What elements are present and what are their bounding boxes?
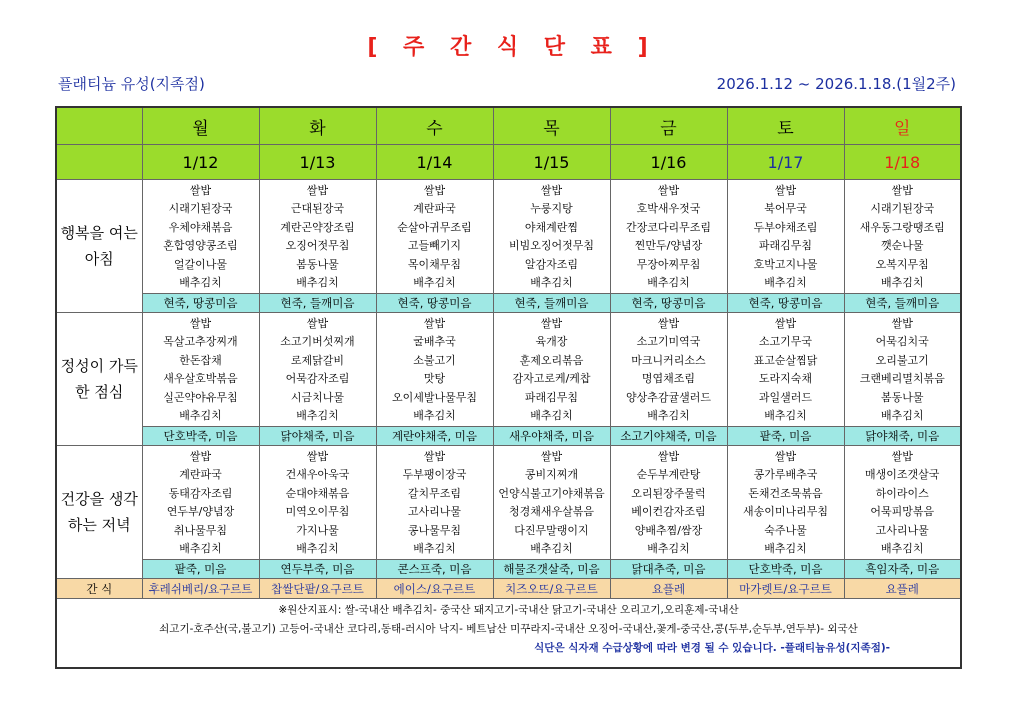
dish-item: 돈채건조묵볶음 xyxy=(748,486,823,500)
meal-label: 행복을 여는 아침 xyxy=(56,180,142,313)
dish-item: 쌀밥 xyxy=(540,184,563,197)
porridge-cell-thu: 해물조갯살죽, 미음 xyxy=(493,560,610,579)
meal-label: 정성이 가득한 점심 xyxy=(56,313,142,446)
dish-item: 매생이조갯살국 xyxy=(865,468,940,482)
dish-item: 봄동나물 xyxy=(880,390,924,404)
dish-item: 쌀밥 xyxy=(189,317,212,330)
snack-cell-sat: 마가렛트/요구르트 xyxy=(727,579,844,599)
dish-item: 소불고기 xyxy=(413,353,456,367)
dish-item: 야채계란찜 xyxy=(524,220,579,234)
dish-item: 시금치나물 xyxy=(290,390,345,404)
dish-item: 배추김치 xyxy=(647,275,690,289)
dish-item: 배추김치 xyxy=(880,408,924,422)
porridge-cell-thu: 현죽, 들깨미음 xyxy=(493,294,610,313)
snack-cell-mon: 후레쉬베리/요구르트 xyxy=(142,579,259,599)
dish-item: 가지나물 xyxy=(296,523,339,537)
dish-item: 봄동나물 xyxy=(296,257,339,271)
porridge-cell-wed: 현죽, 땅콩미음 xyxy=(376,294,493,313)
dish-item: 쌀밥 xyxy=(540,317,563,330)
meal-cell-mon xyxy=(142,180,259,294)
porridge-cell-wed: 계란야채죽, 미음 xyxy=(376,427,493,446)
dish-item: 쌀밥 xyxy=(423,317,446,330)
dish-item: 순살아귀무조림 xyxy=(397,220,472,234)
dish-item: 쌀밥 xyxy=(540,450,563,463)
dish-item: 크랜베리멸치볶음 xyxy=(859,372,945,386)
porridge-cell-sun: 현죽, 들깨미음 xyxy=(844,294,961,313)
porridge-cell-sun: 닭야채죽, 미음 xyxy=(844,427,961,446)
page-title: [ 주 간 식 단 표 ] xyxy=(367,35,657,60)
porridge-cell-tue: 연두부죽, 미음 xyxy=(259,560,376,579)
meal-cell-tue xyxy=(259,313,376,427)
dish-item: 시래기된장국 xyxy=(168,202,233,216)
dish-item: 고들빼기지 xyxy=(407,239,462,253)
dish-item: 취나물무침 xyxy=(173,523,228,537)
dish-item: 계란곤약장조림 xyxy=(280,220,355,234)
dish-item: 오리불고기 xyxy=(875,353,929,367)
change-notice: 식단은 식자재 수급상황에 따라 변경 될 수 있습니다. -플래티늄유성(지족점)- xyxy=(534,642,890,654)
dish-item: 건새우아욱국 xyxy=(285,468,350,482)
meal-cell-wed xyxy=(376,313,493,427)
dish-item: 파래김무침 xyxy=(524,390,579,404)
dish-item: 시래기된장국 xyxy=(870,202,935,216)
dish-item: 쌀밥 xyxy=(306,450,329,463)
dish-item: 파래김무침 xyxy=(758,239,813,253)
dish-item: 쌀밥 xyxy=(657,184,680,197)
porridge-cell-wed: 콘스프죽, 미음 xyxy=(376,560,493,579)
dish-item: 근대된장국 xyxy=(290,202,345,216)
dish-item: 배추김치 xyxy=(530,275,573,289)
dish-item: 어묵감자조림 xyxy=(285,372,350,386)
meal-cell-mon xyxy=(142,313,259,427)
dish-item: 하이라이스 xyxy=(875,486,929,500)
porridge-cell-fri: 소고기야채죽, 미음 xyxy=(610,427,727,446)
dish-item: 배추김치 xyxy=(179,541,222,555)
dish-item: 양상추감귤샐러드 xyxy=(625,390,711,404)
snack-cell-thu: 치즈오뜨/요구르트 xyxy=(493,579,610,599)
porridge-cell-mon: 팥죽, 미음 xyxy=(142,560,259,579)
porridge-cell-sun: 흑임자죽, 미음 xyxy=(844,560,961,579)
dish-item: 두부야채조림 xyxy=(753,220,818,234)
porridge-cell-mon: 현죽, 땅콩미음 xyxy=(142,294,259,313)
dish-item: 육개장 xyxy=(535,335,568,349)
corner-cell xyxy=(56,107,142,145)
day-fri: 금 xyxy=(610,107,727,145)
dish-item: 도라지숙채 xyxy=(758,372,813,386)
dish-item: 언양식불고기야채볶음 xyxy=(498,486,605,500)
dish-item: 순두부계란탕 xyxy=(636,468,701,482)
meal-cell-fri xyxy=(610,180,727,294)
dish-item: 쌀밥 xyxy=(189,450,212,463)
date-wed: 1/14 xyxy=(376,145,493,180)
dish-item: 표고순살찜닭 xyxy=(753,353,818,367)
day-tue: 화 xyxy=(259,107,376,145)
porridge-cell-thu: 새우야채죽, 미음 xyxy=(493,427,610,446)
meal-cell-fri xyxy=(610,446,727,560)
dish-item: 배추김치 xyxy=(413,541,456,555)
dish-item: 동태감자조림 xyxy=(168,486,233,500)
dish-item: 간장코다리무조림 xyxy=(625,220,711,234)
dish-item: 갈치무조림 xyxy=(407,486,462,500)
dish-item: 오복지무침 xyxy=(875,257,929,271)
dish-item: 오이세발나물무침 xyxy=(391,390,477,404)
dish-item: 호박고지나물 xyxy=(753,257,818,271)
dish-item: 다진무말랭이지 xyxy=(514,523,589,537)
dish-item: 쌀밥 xyxy=(774,317,797,330)
porridge-cell-sat: 단호박죽, 미음 xyxy=(727,560,844,579)
meal-cell-wed xyxy=(376,180,493,294)
dish-item: 배추김치 xyxy=(880,275,924,289)
dish-item: 쌀밥 xyxy=(189,184,212,197)
day-wed: 수 xyxy=(376,107,493,145)
dish-item: 어묵피망볶음 xyxy=(870,505,935,519)
dish-item: 배추김치 xyxy=(530,541,573,555)
dish-item: 배추김치 xyxy=(764,541,807,555)
porridge-cell-tue: 닭야채죽, 미음 xyxy=(259,427,376,446)
menu-period: 2026.1.12 ~ 2026.1.18.(1월2주) xyxy=(716,75,956,93)
dish-item: 쌀밥 xyxy=(306,317,329,330)
dish-item: 감자고로케/케찹 xyxy=(512,372,591,386)
date-tue: 1/13 xyxy=(259,145,376,180)
weekly-menu-table xyxy=(55,106,962,669)
dish-item: 숙주나물 xyxy=(764,523,807,537)
dish-item: 쌀밥 xyxy=(891,450,913,463)
meal-cell-thu xyxy=(493,180,610,294)
dish-item: 알감자조림 xyxy=(524,257,579,271)
dish-item: 로제닭갈비 xyxy=(290,353,345,367)
dish-item: 배추김치 xyxy=(296,275,339,289)
dish-item: 훈제오리볶음 xyxy=(519,353,584,367)
dish-item: 순대야채볶음 xyxy=(285,486,350,500)
dish-item: 콩가루배추국 xyxy=(753,468,818,482)
date-sun: 1/18 xyxy=(844,145,961,180)
dish-item: 배추김치 xyxy=(647,541,690,555)
porridge-row xyxy=(56,294,961,313)
dish-item: 고사리나물 xyxy=(407,505,462,519)
meal-row xyxy=(56,446,961,560)
dish-item: 굴배추국 xyxy=(413,335,456,349)
day-sun: 일 xyxy=(844,107,961,145)
meal-cell-thu xyxy=(493,313,610,427)
day-header-row xyxy=(56,107,961,145)
dish-item: 찐만두/양념장 xyxy=(634,239,703,253)
dish-item: 연두부/양념장 xyxy=(166,505,235,519)
porridge-cell-fri: 현죽, 땅콩미음 xyxy=(610,294,727,313)
dish-item: 우체야채볶음 xyxy=(168,220,233,234)
meal-cell-tue xyxy=(259,446,376,560)
origin-notes xyxy=(56,599,961,669)
dish-item: 마크니커리소스 xyxy=(631,353,706,367)
dish-item: 배추김치 xyxy=(530,408,573,422)
dish-item: 맛탕 xyxy=(423,372,446,386)
dish-item: 배추김치 xyxy=(764,408,807,422)
meal-row xyxy=(56,313,961,427)
meal-row xyxy=(56,180,961,294)
dish-item: 콩나물무침 xyxy=(407,523,462,537)
meal-cell-sun xyxy=(844,313,961,427)
snack-label: 간 식 xyxy=(56,579,142,599)
dish-item: 쌀밥 xyxy=(891,317,913,330)
dish-item: 비빔오징어젓무침 xyxy=(508,239,594,253)
meal-cell-sun xyxy=(844,180,961,294)
meal-cell-sun xyxy=(844,446,961,560)
porridge-row xyxy=(56,427,961,446)
dish-item: 과일샐러드 xyxy=(758,390,813,404)
date-sat: 1/17 xyxy=(727,145,844,180)
dish-item: 소고기버섯찌개 xyxy=(280,335,355,349)
dish-item: 배추김치 xyxy=(296,408,339,422)
day-thu: 목 xyxy=(493,107,610,145)
dish-item: 북어무국 xyxy=(764,202,807,216)
meal-cell-fri xyxy=(610,313,727,427)
dish-item: 쌀밥 xyxy=(891,184,913,197)
notes-row xyxy=(56,599,961,669)
dish-item: 실곤약야유무침 xyxy=(163,390,238,404)
dish-item: 쌀밥 xyxy=(774,184,797,197)
dish-item: 얼갈이나물 xyxy=(173,257,228,271)
meal-cell-thu xyxy=(493,446,610,560)
dish-item: 쌀밥 xyxy=(306,184,329,197)
dish-item: 청경채새우살볶음 xyxy=(508,505,594,519)
dish-item: 한돈잡채 xyxy=(179,353,222,367)
origin-line-1: ※원산지표시: 쌀-국내산 배추김치- 중국산 돼지고기-국내산 닭고기-국내산 오리고기,오리훈제-국내산 xyxy=(278,604,739,616)
dish-item: 미역오이무침 xyxy=(285,505,350,519)
porridge-cell-tue: 현죽, 들깨미음 xyxy=(259,294,376,313)
date-header-row xyxy=(56,145,961,180)
origin-line-2: 쇠고기-호주산(국,불고기) 고등어-국내산 코다리,동태-러시아 낙지- 베트남산 미꾸라지-국내산 오징어-국내산,꽃게-중국산,콩(두부,순두부,연두부)- 외국산 xyxy=(159,623,858,635)
dish-item: 배추김치 xyxy=(880,541,924,555)
dish-item: 오징어젓무침 xyxy=(285,239,350,253)
dish-item: 새우살호박볶음 xyxy=(163,372,238,386)
dish-item: 계란파국 xyxy=(179,468,222,482)
snack-cell-sun: 요플레 xyxy=(844,579,961,599)
snack-row xyxy=(56,579,961,599)
meal-label: 건강을 생각하는 저녁 xyxy=(56,446,142,579)
meal-cell-mon xyxy=(142,446,259,560)
dish-item: 목이채무침 xyxy=(407,257,462,271)
porridge-row xyxy=(56,560,961,579)
dish-item: 양배추찜/쌈장 xyxy=(634,523,703,537)
dish-item: 혼합영양콩조림 xyxy=(163,239,238,253)
dish-item: 누룽지탕 xyxy=(530,202,573,216)
meal-cell-sat xyxy=(727,446,844,560)
dish-item: 배추김치 xyxy=(179,275,222,289)
snack-cell-tue: 찹쌀단팥/요구르트 xyxy=(259,579,376,599)
porridge-cell-mon: 단호박죽, 미음 xyxy=(142,427,259,446)
porridge-cell-sat: 현죽, 땅콩미음 xyxy=(727,294,844,313)
meal-cell-wed xyxy=(376,446,493,560)
dish-item: 새송이미나리무침 xyxy=(742,505,828,519)
date-thu: 1/15 xyxy=(493,145,610,180)
dish-item: 고사리나물 xyxy=(875,523,929,537)
dish-item: 호박새우젓국 xyxy=(636,202,701,216)
day-sat: 토 xyxy=(727,107,844,145)
dish-item: 베이컨감자조림 xyxy=(631,505,706,519)
date-fri: 1/16 xyxy=(610,145,727,180)
dish-item: 소고기무국 xyxy=(758,335,813,349)
meal-cell-sat xyxy=(727,180,844,294)
dish-item: 어묵김치국 xyxy=(875,335,929,349)
date-mon: 1/12 xyxy=(142,145,259,180)
snack-cell-wed: 에이스/요구르트 xyxy=(376,579,493,599)
dish-item: 목살고추장찌개 xyxy=(163,335,238,349)
dish-item: 쌀밥 xyxy=(657,450,680,463)
porridge-cell-sat: 팥죽, 미음 xyxy=(727,427,844,446)
dish-item: 두부팽이장국 xyxy=(402,468,467,482)
dish-item: 계란파국 xyxy=(413,202,456,216)
notice-line xyxy=(57,639,960,658)
dish-item: 쌀밥 xyxy=(657,317,680,330)
dish-item: 소고기미역국 xyxy=(636,335,701,349)
porridge-cell-fri: 닭대추죽, 미음 xyxy=(610,560,727,579)
dish-item: 쌀밥 xyxy=(774,450,797,463)
dish-item: 오리된장주물럭 xyxy=(631,486,706,500)
meal-cell-sat xyxy=(727,313,844,427)
dish-item: 배추김치 xyxy=(179,408,222,422)
dish-item: 명엽채조림 xyxy=(641,372,696,386)
dish-item: 무장아찌무침 xyxy=(636,257,701,271)
corner-cell xyxy=(56,145,142,180)
dish-item: 새우동그랑땡조림 xyxy=(859,220,945,234)
dish-item: 배추김치 xyxy=(413,408,456,422)
branch-name: 플래티늄 유성(지족점) xyxy=(58,75,205,93)
dish-item: 쌀밥 xyxy=(423,450,446,463)
dish-item: 쌀밥 xyxy=(423,184,446,197)
dish-item: 콩비지찌개 xyxy=(524,468,579,482)
dish-item: 깻순나물 xyxy=(880,239,924,253)
snack-cell-fri: 요플레 xyxy=(610,579,727,599)
dish-item: 배추김치 xyxy=(296,541,339,555)
meal-cell-tue xyxy=(259,180,376,294)
day-mon: 월 xyxy=(142,107,259,145)
dish-item: 배추김치 xyxy=(764,275,807,289)
dish-item: 배추김치 xyxy=(647,408,690,422)
dish-item: 배추김치 xyxy=(413,275,456,289)
